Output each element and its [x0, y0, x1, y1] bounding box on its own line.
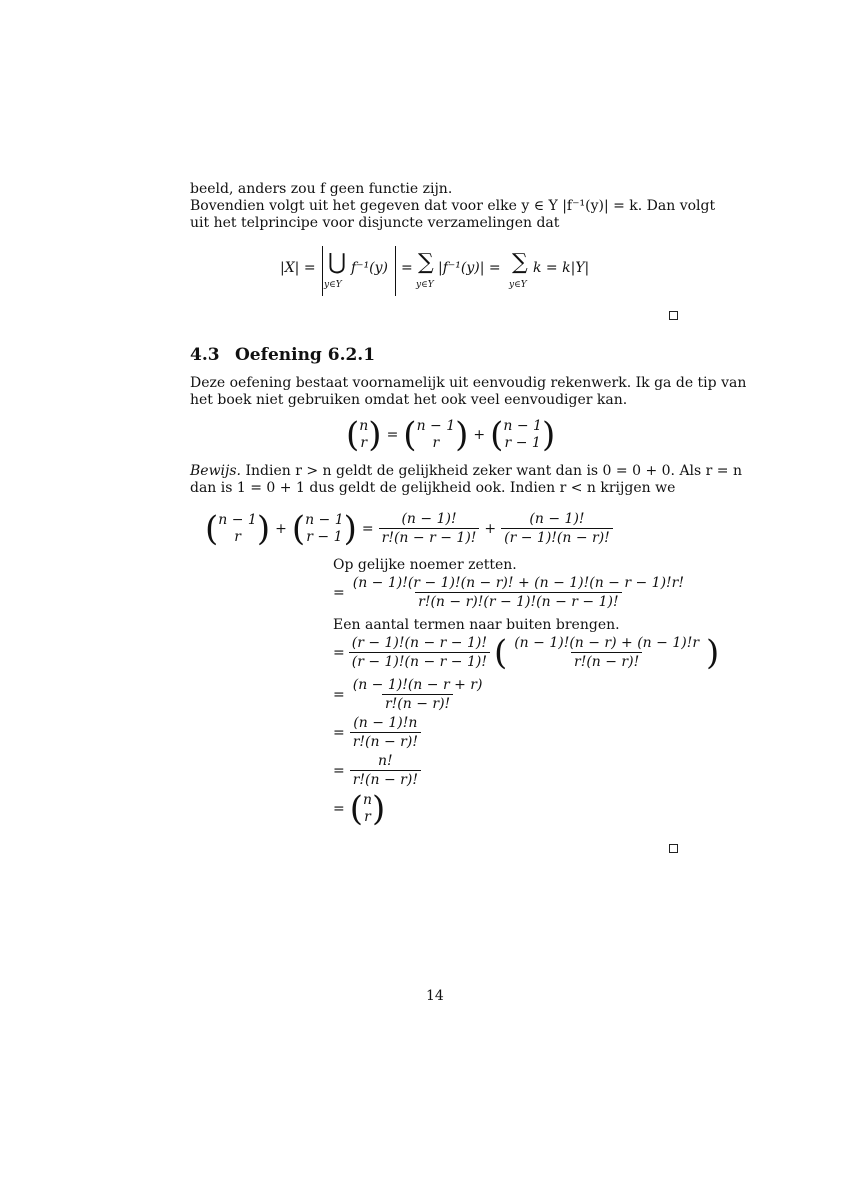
eq-lhs: |X| = — [280, 260, 316, 276]
para-line-1: Deze oefening bestaat voornamelijk uit eenvoudig rekenwerk. Ik ga de tip van — [190, 375, 747, 391]
sum-subscript-1: y∈Y — [416, 280, 434, 290]
fraction-s1-2: $\frac{(n - 1)!}{(r - 1)!(n - r)!}$ — [501, 510, 613, 547]
sum-symbol-1: ∑ — [418, 250, 434, 275]
intro-line-3: uit het telprincipe voor disjuncte verzamelingen dat — [190, 215, 560, 231]
proof-line-2: dan is 1 = 0 + 1 dus geldt de gelijkheid ook. Indien r < n krijgen we — [190, 480, 676, 496]
union-subscript: y∈Y — [324, 280, 342, 290]
intro-line-1: beeld, anders zou f geen functie zijn. — [190, 181, 453, 197]
derivation-step-3: = $\frac{(r - 1)!(n - r - 1)!}{(r - 1)!(n - r - 1)!}$ ( $\frac{(n - 1)!(n - r) + (n - 1)!r}{r!(n - r)!}$ ) — [333, 632, 720, 673]
fraction-s6: $\frac{n!}{r!(n - r)!}$ — [350, 752, 421, 789]
abs-bar-left — [322, 246, 323, 296]
union-body: f⁻¹(y) — [351, 260, 389, 276]
derivation-step-4: = $\frac{(n - 1)!(n - r + r)}{r!(n - r)!}$ — [333, 676, 485, 713]
pascal-identity — [346, 415, 556, 455]
para-line-2: het boek niet gebruiken omdat het ook veel eenvoudiger kan. — [190, 392, 628, 408]
proof-line-1 — [190, 462, 742, 480]
derivation-step-1: ( n − 1 r ) + ( n − 1 r − 1 ) = $\frac{(n - 1)!}{r!(n - r - 1)!}$ + $\frac{(n - 1)!}{(r - 1)!(n - r)!}$ — [205, 510, 613, 547]
binom-lhs-1: ( n − 1 r ) — [205, 508, 271, 549]
derivation-step-6: = $\frac{n!}{r!(n - r)!}$ — [333, 752, 421, 789]
derivation-note-1: Op gelijke noemer zetten. — [333, 557, 517, 573]
fraction-s2: $\frac{(n - 1)!(r - 1)!(n - r)! + (n - 1)!(n - r - 1)!r!}{r!(n - r)!(r - 1)!(n - r - 1)!}$ — [352, 575, 684, 610]
binom-n-r: ( n r ) — [346, 415, 382, 455]
fraction-s3-1: $\frac{(r - 1)!(n - r - 1)!}{(r - 1)!(n - r - 1)!}$ — [349, 634, 490, 671]
page-number: 14 — [426, 988, 444, 1004]
derivation-step-2: = $\frac{(n - 1)!(r - 1)!(n - r)! + (n - 1)!(n - r - 1)!r!}{r!(n - r)!(r - 1)!(n - r - 1)!}$ — [333, 574, 687, 611]
binom-lhs-2: ( n − 1 r − 1 ) — [291, 508, 357, 549]
sum-subscript-2: y∈Y — [509, 280, 527, 290]
derivation-step-7: = ( n r ) — [333, 789, 386, 829]
section-number: 4.3 — [190, 345, 220, 365]
binom-result: ( n r ) — [349, 789, 386, 829]
derivation-note-2: Een aantal termen naar buiten brengen. — [333, 617, 620, 633]
proof-line-1-text: Indien r > n geldt de gelijkheid zeker want dan is 0 = 0 + 0. Als r = n — [245, 463, 743, 479]
eq-equals-1: = — [401, 260, 413, 276]
identity-equals: = — [386, 427, 399, 443]
abs-bar-right — [395, 246, 396, 296]
fraction-s3-2: $\frac{(n - 1)!(n - r) + (n - 1)!r}{r!(n - r)!}$ — [514, 635, 700, 670]
sum-symbol-2: ∑ — [512, 250, 528, 275]
section-title: Oefening 6.2.1 — [235, 345, 376, 365]
union-symbol: ⋃ — [328, 250, 347, 275]
paren-open: ( — [493, 632, 508, 673]
derivation-step-5: = $\frac{(n - 1)!n}{r!(n - r)!}$ — [333, 714, 421, 751]
fraction-s5: $\frac{(n - 1)!n}{r!(n - r)!}$ — [350, 714, 421, 751]
sum-body-2: k = k|Y| — [533, 260, 590, 276]
intro-line-2: Bovendien volgt uit het gegeven dat voor elke y ∈ Y |f⁻¹(y)| = k. Dan volgt — [190, 198, 716, 214]
fraction-s1-1: $\frac{(n - 1)!}{r!(n - r - 1)!}$ — [379, 510, 480, 547]
fraction-s4: $\frac{(n - 1)!(n - r + r)}{r!(n - r)!}$ — [352, 677, 483, 712]
paren-close: ) — [706, 632, 720, 673]
proof-label: Bewijs. — [190, 463, 242, 479]
binom-n1-r1: ( n − 1 r − 1 ) — [490, 415, 556, 455]
identity-plus: + — [473, 427, 486, 443]
qed-square-1 — [669, 311, 678, 320]
sum-body-1: |f⁻¹(y)| = — [438, 260, 501, 276]
qed-square-2 — [669, 844, 678, 853]
binom-n1-r: ( n − 1 r ) — [403, 415, 469, 455]
